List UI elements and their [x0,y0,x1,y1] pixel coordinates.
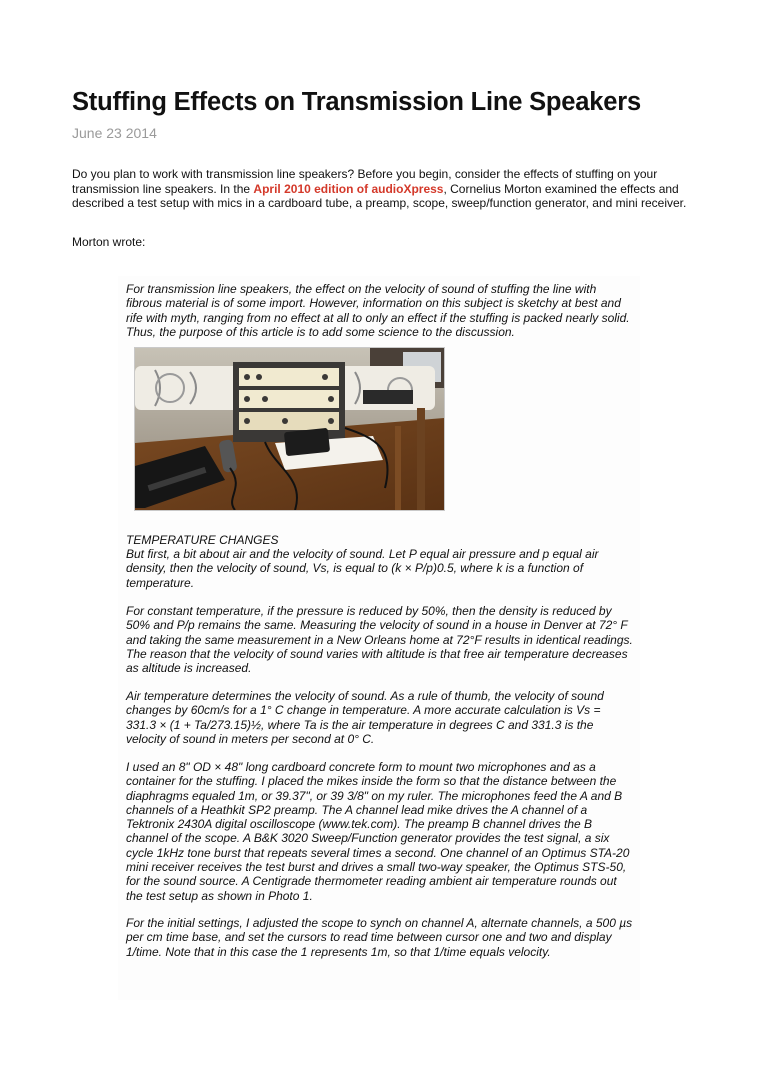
morton-wrote-line: Morton wrote: [72,235,146,249]
intro-paragraph [72,167,712,211]
quote-paragraph-1: For transmission line speakers, the effect on the velocity of sound of stuffing the line with fibrous material is of some import. However, information on this subject is sketchy at best and rife with myth, ranging from no effect at all to only an effect if the stuffing is packed nearly solid. Thus, the purpose of this article is to add some science to the discussion. [126,282,630,339]
quote-paragraph-5: I used an 8" OD × 48" long cardboard concrete form to mount two microphones and as a container for the stuffing. I placed the mikes inside the form so that the distance between the diaphragms equaled 1m, or 39.37", or 39 3/8" on my ruler. The microphones feed the A and B channels of a Heathkit SP2 preamp. The A channel lead mike drives the A channel of a Tektronix 2430A digital oscilloscope (www.tek.com). The preamp B channel drives the B channel of the scope. A B&K 3020 Sweep/Function generator provides the test signal, a six cycle 1kHz tone burst that repeats several times a second. One channel of an Optimus STA-20 mini receiver receives the test burst and drives a small two-way speaker, the Optimus STS-50, for the sound source. A Centigrade thermometer reading ambient air temperature rounds out the test setup as shown in Photo 1. [126,760,630,903]
quote-paragraph-3: For constant temperature, if the pressure is reduced by 50%, then the density is reduced by 50% and P/p remains the same. Measuring the velocity of sound in a house in Denver at 72° F and taking the same measurement in a New Orleans home at 72°F results in identical readings. The reason that the velocity of sound varies with altitude is that free air temperature decreases as altitude is increased. [126,604,633,676]
intro-text-after: , Cornelius Morton examined the effects and described a test setup with mics in a cardboard tube, a preamp, scope, sweep/function generator, and mini receiver. [72,181,687,210]
quote-paragraph-4: Air temperature determines the velocity of sound. As a rule of thumb, the velocity of sound changes by 60cm/s for a 1° C change in temperature. A more accurate calculation is Vs = 331.3 × (1 + Ta/273.15)½, where Ta is the air temperature in degrees C and 331.3 is the velocity of sound in meters per second at 0° C. [126,689,604,746]
quote-paragraph-6: For the initial settings, I adjusted the scope to synch on channel A, alternate channels, a 500 µs per cm time base, and set the cursors to read time between cursor one and two and display 1/time. Note that in this case the 1 represents 1m, so that 1/time equals velocity. [126,916,633,959]
blockquote [118,276,640,1000]
article-date: June 23 2014 [72,125,157,141]
article-title: Stuffing Effects on Transmission Line Speakers [72,88,641,116]
photo-test-setup [134,347,445,511]
quote-paragraph-2: But first, a bit about air and the velocity of sound. Let P equal air pressure and p equal air density, then the velocity of sound, Vs, is equal to (k × P/p)0.5, where k is a function of temperature. [126,547,599,590]
audioxpress-link[interactable]: April 2010 edition of audioXpress [253,181,444,196]
section-heading: TEMPERATURE CHANGES [126,533,279,547]
intro-text-before: Do you plan to work with transmission line speakers? Before you begin, consider the effects of stuffing on your transmission line speakers. In the [72,167,658,196]
